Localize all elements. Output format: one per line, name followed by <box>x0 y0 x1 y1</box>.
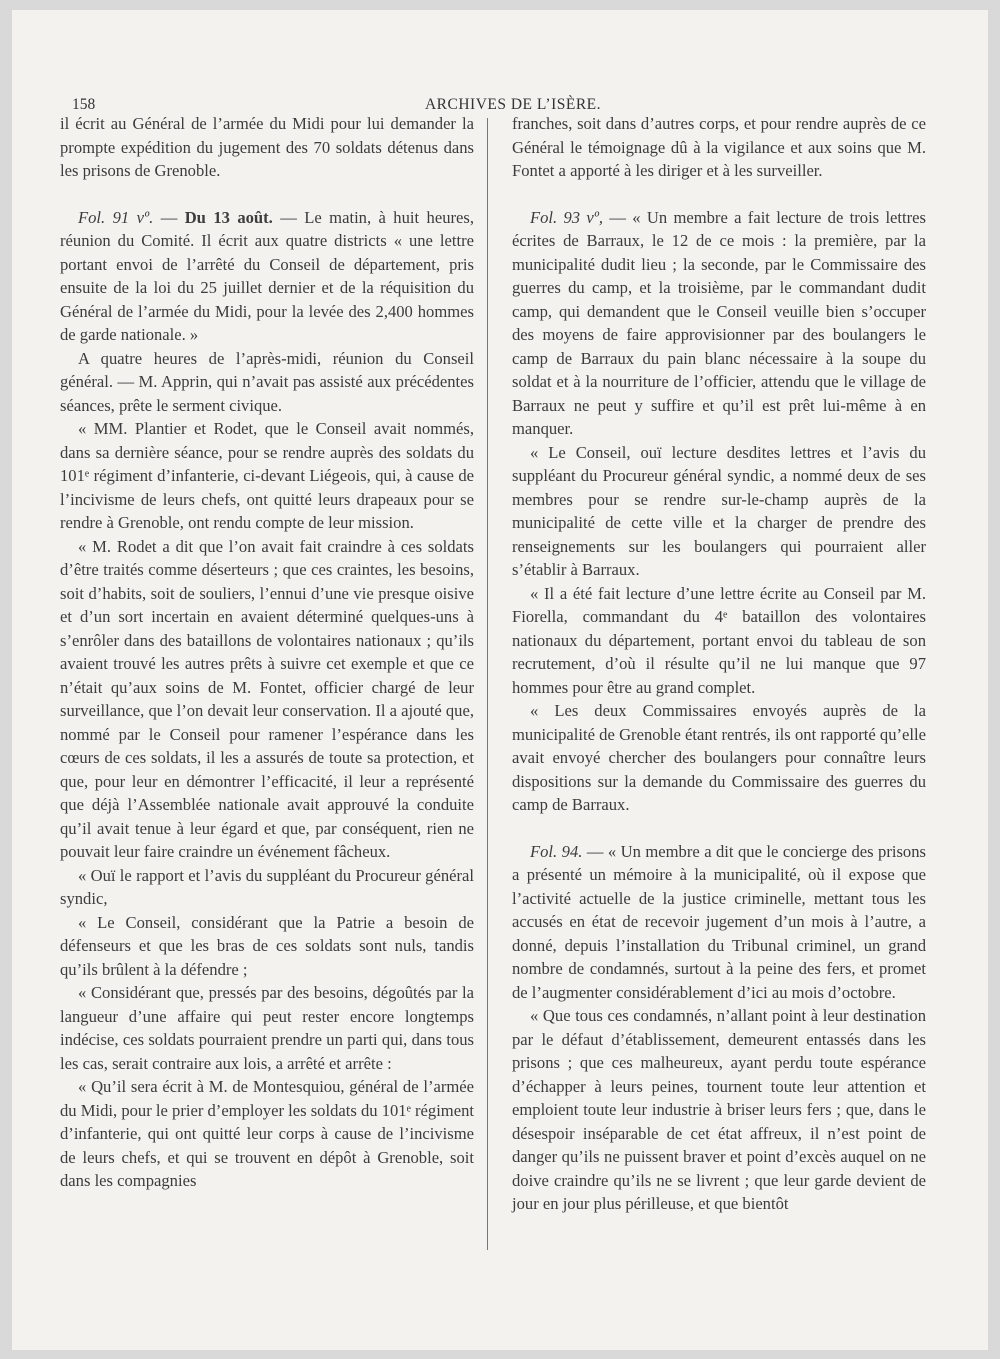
left-paragraph-5: « M. Rodet a dit que l’on avait fait craindre à ces soldats d’être traités comme déserteurs ; que ces craintes, les besoins, soit d’habits, soit de souliers, l’ennui d’une vie presque oisive et d’un sort incertain en avaient déterminé quelques-uns à s’enrôler dans des bataillons de volontaires nationaux ; qu’ils avaient trouvé les autres prêts à suivre cet exemple et que ce n’était qu’aux soins de M. Fontet, officier chargé de leur surveillance, que l’on devait leur conservation. Il a ajouté que, nommé par le Conseil pour ramener l’espérance dans les cœurs de ces soldats, il les a assurés de toute sa protection, et que, pour leur en démontrer l’efficacité, il leur a représenté que déjà l’Assemblée nationale avait approuvé la conduite qu’il avait tenue à leur égard et que, par conséquent, rien ne pouvait leur faire craindre un événement fâcheux. <box>60 536 474 861</box>
left-paragraph-2 <box>60 206 474 347</box>
right-paragraph-4: « Il a été fait lecture d’une lettre écrite au Conseil par M. Fiorella, commandant du 4ᵉ bataillon des volontaires nationaux du département, portant envoi du tableau de son recrutement, d’où il résulte qu’il ne lui manque que 97 hommes pour être au grand complet. <box>512 583 926 697</box>
page-number: 158 <box>72 96 96 113</box>
folio-reference: Fol. 94. <box>530 841 583 861</box>
left-paragraph-8: « Considérant que, pressés par des besoins, dégoûtés par la langueur d’une affaire qui peut rester encore longtemps indécise, ces soldats pourraient prendre un parti qui, dans tous les cas, serait contraire aux lois, a arrêté et arrête : <box>60 983 474 1073</box>
left-paragraph-1: il écrit au Général de l’armée du Midi pour lui demander la prompte expédition du jugement des 70 soldats détenus dans les prisons de Grenoble. <box>60 114 474 180</box>
left-column <box>60 112 474 1193</box>
column-divider <box>487 118 488 1250</box>
folio-reference: Fol. 91 vº. <box>78 207 154 227</box>
folio-reference: Fol. 93 vº, <box>530 207 604 227</box>
left-paragraph-7: « Le Conseil, considérant que la Patrie a besoin de défenseurs et que les bras de ces soldats sont nuls, tandis qu’ils brûlent à la défendre ; <box>60 912 474 979</box>
right-paragraph-1: franches, soit dans d’autres corps, et pour rendre auprès de ce Général le témoignage dû à la vigilance et aux soins que M. Fontet a apporté à les diriger et à les surveiller. <box>512 114 926 180</box>
separator: — <box>153 207 185 227</box>
date-heading: Du 13 août. <box>184 207 273 227</box>
paragraph-text: — « Un membre a fait lecture de trois lettres écrites de Barraux, le 12 de ce mois : la première, par la municipalité dudit lieu ; la seconde, par le Commissaire des guerres du camp, et la troisième, par le commandant dudit camp, qui demandent que le Conseil veuille bien s’occuper des moyens de faire approvisionner par des boulangers le camp de Barraux du pain blanc nécessaire à la soupe du soldat et à la nourriture de l’officier, attendu que le village de Barraux ne peut y suffire et qu’il est prêt lui-même à en manquer. <box>512 207 926 438</box>
right-paragraph-2 <box>512 206 926 441</box>
left-paragraph-3: A quatre heures de l’après-midi, réunion du Conseil général. — M. Apprin, qui n’avait pas assisté aux précédentes séances, prête le serment civique. <box>60 348 474 415</box>
paragraph-text: — « Un membre a dit que le concierge des prisons a présenté un mémoire à la municipalité, où il expose que l’activité actuelle de la justice criminelle, mettant tous les accusés en état de recevoir jugement d’un mois à l’autre, a donné, depuis l’installation du Tribunal criminel, un grand nombre de condamnés, surtout à la peine des fers, et promet de l’augmenter considérablement d’ici au mois d’octobre. <box>512 841 926 1002</box>
right-column <box>512 112 926 1216</box>
running-head: ARCHIVES DE L’ISÈRE. <box>424 96 602 113</box>
left-paragraph-9: « Qu’il sera écrit à M. de Montesquiou, général de l’armée du Midi, pour le prier d’employer les soldats du 101ᵉ régiment d’infanterie, qui ont quitté leur corps à cause de l’incivisme de leurs chefs, et qui se trouvent en dépôt à Grenoble, soit dans les compagnies <box>60 1077 474 1190</box>
left-paragraph-4: « MM. Plantier et Rodet, que le Conseil avait nommés, dans sa dernière séance, pour se rendre auprès des soldats du 101ᵉ régiment d’infanterie, ci-devant Liégeois, qui, à cause de l’incivisme de leurs chefs, ont quitté leurs drapeaux pour se rendre à Grenoble, ont rendu compte de leur mission. <box>60 419 474 532</box>
right-paragraph-7: « Que tous ces condamnés, n’allant point à leur destination par le défaut d’établissement, demeurent entassés dans les prisons ; que ces malheureux, ayant perdu toute espérance d’échapper à leurs peines, tournent toute leur attention et emploient toute leur industrie à briser leurs fers ; que, dans le désespoir inséparable de cet état affreux, il n’est point de danger qu’ils ne puissent braver et point d’excès auquel on ne doive craindre qu’ils ne se livrent ; que leur garde devient de jour en jour plus périlleuse, et que bientôt <box>512 1006 926 1213</box>
right-paragraph-5: « Les deux Commissaires envoyés auprès de la municipalité de Grenoble étant rentrés, ils ont rapporté qu’elle avait envoyé chercher des boulangers pour connaître leurs dispositions sur la demande du Commissaire des guerres du camp de Barraux. <box>512 701 926 814</box>
right-paragraph-3: « Le Conseil, ouï lecture desdites lettres et l’avis du suppléant du Procureur général syndic, a nommé deux de ses membres pour se rendre sur-le-champ auprès de la municipalité de cette ville et la charger de prendre des renseignements sur les boulangers qui pourraient aller s’établir à Barraux. <box>512 442 926 579</box>
paragraph-text: — Le matin, à huit heures, réunion du Comité. Il écrit aux quatre districts « une lettre portant envoi de l’arrêté du Conseil de département, pris ensuite de la loi du 25 juillet dernier et de la réquisition du Général de l’armée du Midi, pour la levée des 2,400 hommes de garde nationale. » <box>60 207 474 344</box>
right-paragraph-6 <box>512 840 926 1005</box>
left-paragraph-6: « Ouï le rapport et l’avis du suppléant du Procureur général syndic, <box>60 865 474 908</box>
